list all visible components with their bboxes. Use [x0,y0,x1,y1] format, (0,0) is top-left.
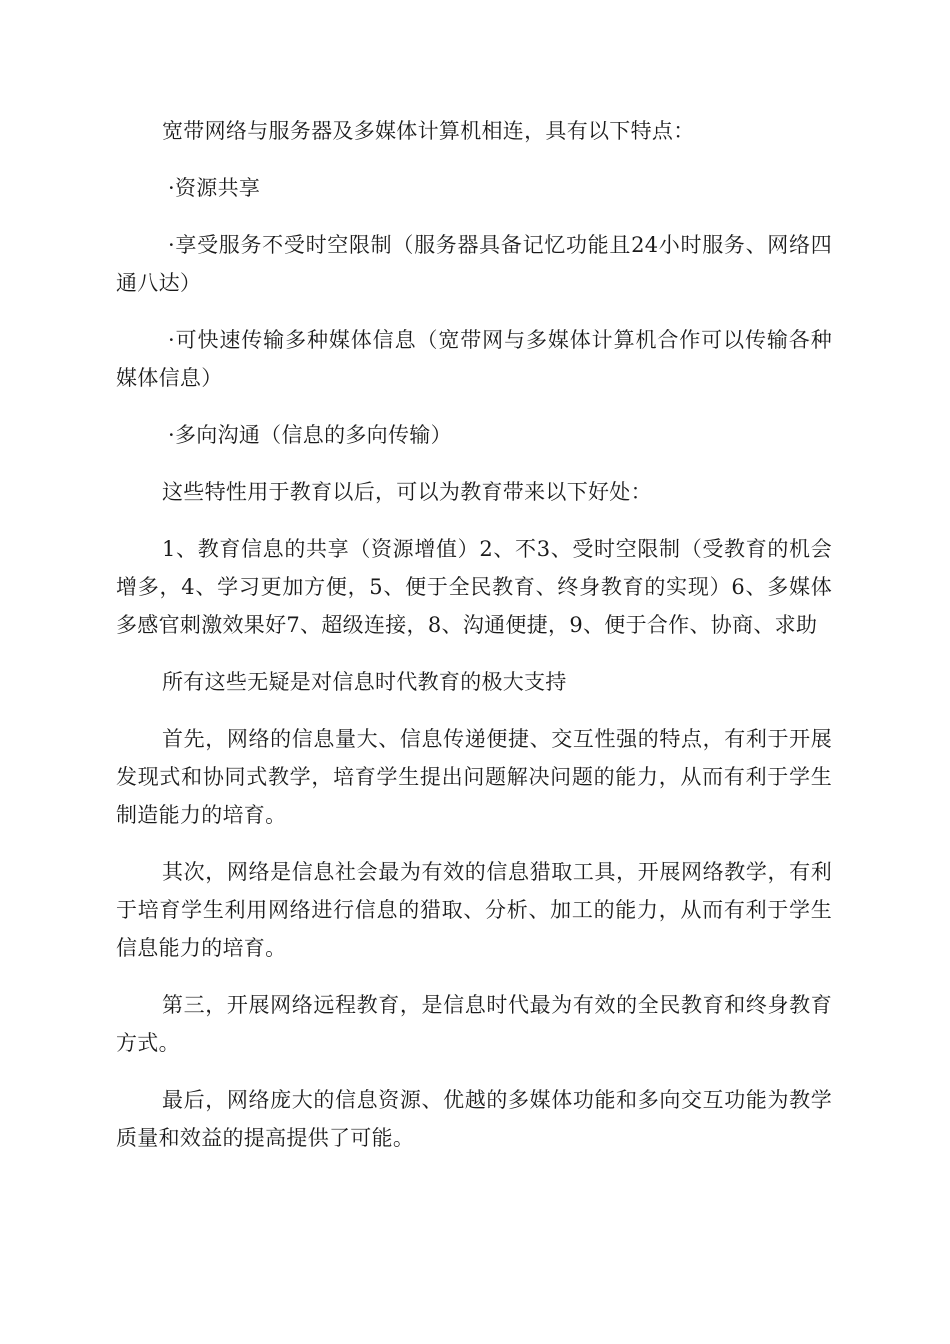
bullet-no-time-space-limit: ·享受服务不受时空限制（服务器具备记忆功能且24小时服务、网络四通八达） [116,233,832,295]
paragraph-first: 首先，网络的信息量大、信息传递便捷、交互性强的特点，有利于开展发现式和协同式教学，培育学生提出问题解决问题的能力，从而有利于学生制造能力的培育。 [116,727,832,827]
bullet-resource-sharing: ·资源共享 [168,176,261,200]
paragraph-third: 第三，开展网络远程教育，是信息时代最为有效的全民教育和终身教育方式。 [116,993,832,1055]
bullet-fast-media-transfer: ·可快速传输多种媒体信息（宽带网与多媒体计算机合作可以传输各种媒体信息） [116,328,832,390]
document-page [116,112,832,1176]
paragraph-benefits-list: 1、教育信息的共享（资源增值）2、不3、受时空限制（受教育的机会增多，4、学习更加方便，5、便于全民教育、终身教育的实现）6、多媒体多感官刺激效果好7、超级连接，8、沟通便捷，9、便于合作、协商、求助 [116,537,832,637]
bullet-multi-direction-communication: ·多向沟通（信息的多向传输） [168,423,452,447]
paragraph-second: 其次，网络是信息社会最为有效的信息猎取工具，开展网络教学，有利于培育学生利用网络进行信息的猎取、分析、加工的能力，从而有利于学生信息能力的培育。 [116,860,832,960]
paragraph-benefits-intro: 这些特性用于教育以后，可以为教育带来以下好处： [162,480,652,504]
paragraph-intro: 宽带网络与服务器及多媒体计算机相连，具有以下特点： [162,119,695,143]
paragraph-finally: 最后，网络庞大的信息资源、优越的多媒体功能和多向交互功能为教学质量和效益的提高提供了可能。 [116,1088,832,1150]
paragraph-support-summary: 所有这些无疑是对信息时代教育的极大支持 [162,670,567,694]
